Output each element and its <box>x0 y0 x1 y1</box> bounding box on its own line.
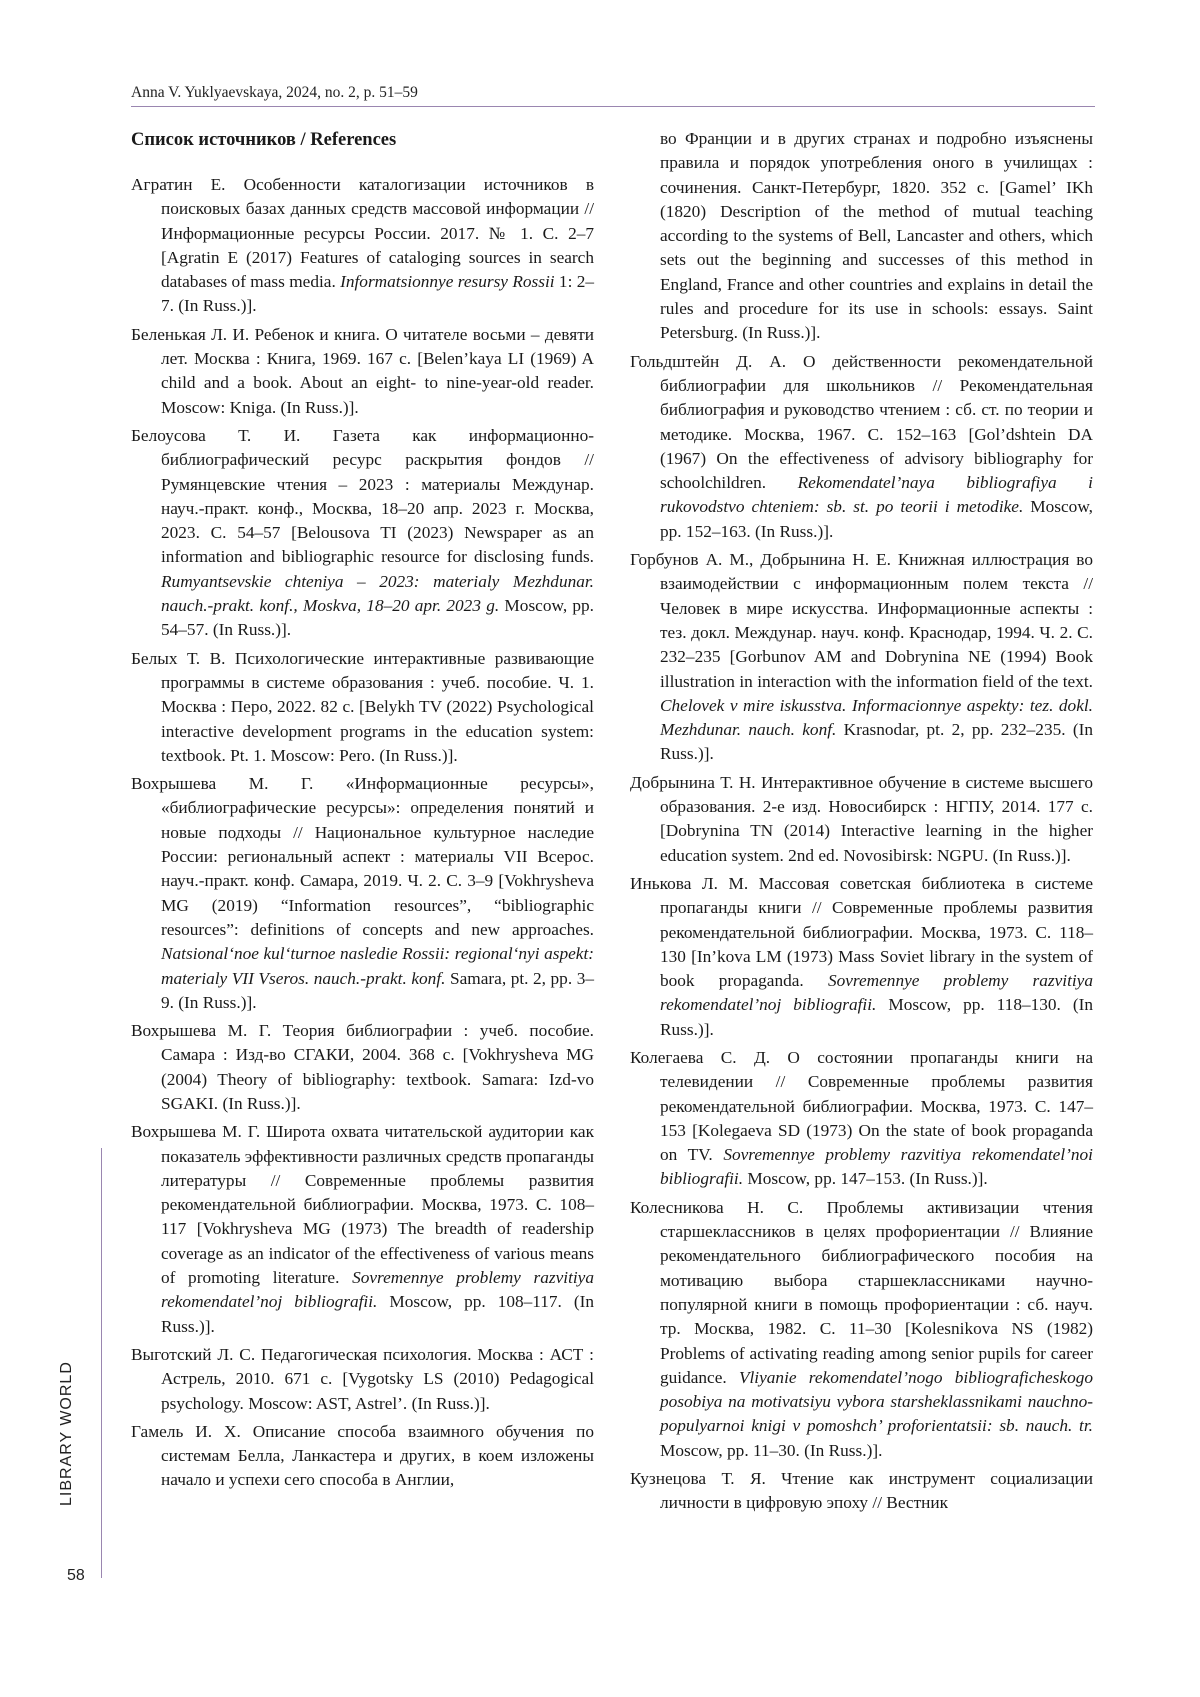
left-reference-list <box>131 173 594 1493</box>
reference-entry: Агратин Е. Особенности каталогизации источников в поисковых базах данных средств массовой информации // Информационные ресурсы России. 2017. № 1. С. 2–7 [Agratin E (2017) Features of cataloging sources in search databases of mass media. Informatsionnye resursy Rossii 1: 2–7. (In Russ.)]. <box>131 173 594 319</box>
reference-entry: Белых Т. В. Психологические интерактивные развивающие программы в системе образования : учеб. пособие. Ч. 1. Москва : Перо, 2022. 82 с. [Belykh TV (2022) Psychological interactive development programs in the education system: textbook. Pt. 1. Moscow: Pero. (In Russ.)]. <box>131 647 594 768</box>
right-reference-list <box>630 127 1093 1516</box>
reference-entry: Колесникова Н. С. Проблемы активизации чтения старшеклассников в целях профориентации // Влияние рекомендательного библиографического пособия на мотивацию выбора старшеклассниками научно-популярной книги в помощь профориентации : сб. науч. тр. Москва, 1982. С. 11–30 [Kolesnikova NS (1982) Problems of activating reading among senior pupils for career guidance. Vliyanie rekomendatel’nogo bibliograficheskogo posobiya na motivatsiyu vybora starsheklassnikami nauchno-populyarnoi knigi v pomoshch’ proforientatsii: sb. nauch. tr. Moscow, pp. 11–30. (In Russ.)]. <box>630 1196 1093 1463</box>
reference-entry: Выготский Л. С. Педагогическая психология. Москва : АСТ : Астрель, 2010. 671 с. [Vygotsky LS (2010) Pedagogical psychology. Moscow: AST, Astrel’. (In Russ.)]. <box>131 1343 594 1416</box>
reference-entry: Колегаева С. Д. О состоянии пропаганды книги на телевидении // Современные проблемы развития рекомендательной библиографии. Москва, 1973. С. 147–153 [Kolegaeva SD (1973) On the state of book propaganda on TV. Sovremennye problemy razvitiya rekomendatel’noi bibliografii. Moscow, pp. 147–153. (In Russ.)]. <box>630 1046 1093 1192</box>
reference-entry: Горбунов А. М., Добрынина Н. Е. Книжная иллюстрация во взаимодействии с информационным полем текста // Человек в мире искусства. Информационные аспекты : тез. докл. Междунар. науч. конф. Краснодар, 1994. Ч. 2. С. 232–235 [Gorbunov AM and Dobrynina NE (1994) Book illustration in interaction with the information field of the text. Chelovek v mire iskusstva. Informacionnye aspekty: tez. dokl. Mezhdunar. nauch. konf. Krasnodar, pt. 2, pp. 232–235. (In Russ.)]. <box>630 548 1093 767</box>
right-column <box>630 127 1093 1520</box>
journal-side-label: LIBRARY WORLD <box>58 1361 76 1506</box>
reference-entry: Кузнецова Т. Я. Чтение как инструмент социализации личности в цифровую эпоху // Вестник <box>630 1467 1093 1516</box>
reference-entry: Гамель И. Х. Описание способа взаимного обучения по системам Белла, Ланкастера и других, в коем изложены начало и успехи сего способа в Англии, <box>131 1420 594 1493</box>
reference-entry: Белоусова Т. И. Газета как информационно-библиографический ресурс раскрытия фондов // Румянцевские чтения – 2023 : материалы Междунар. науч.-практ. конф., Москва, 18–20 апр. 2023 г. Москва, 2023. С. 54–57 [Belousova TI (2023) Newspaper as an information and bibliographic resource for disclosing funds. Rumyantsevskie chteniya – 2023: materialy Mezhdunar. nauch.-prakt. konf., Moskva, 18–20 apr. 2023 g. Moscow, pp. 54–57. (In Russ.)]. <box>131 424 594 643</box>
reference-entry: Вохрышева М. Г. «Информационные ресурсы», «библиографические ресурсы»: определения понятий и новые подходы // Национальное культурное наследие России: региональный аспект : материалы VII Всерос. науч.-практ. конф. Самара, 2019. Ч. 2. С. 3–9 [Vokhrysheva MG (2019) “Information resources”, “bibliographic resources”: definitions of concepts and new approaches. Natsional‘noe kul‘turnoe nasledie Rossii: regional‘nyi aspekt: materialy VII Vseros. nauch.-prakt. konf. Samara, pt. 2, pp. 3–9. (In Russ.)]. <box>131 772 594 1015</box>
header-rule <box>131 106 1095 107</box>
side-rule <box>101 1148 102 1578</box>
page-number: 58 <box>67 1567 85 1585</box>
reference-entry: Гольдштейн Д. А. О действенности рекомендательной библиографии для школьников // Рекомендательная библиография и руководство чтением : сб. ст. по теории и методике. Москва, 1967. С. 152–163 [Gol’dshtein DA (1967) On the effectiveness of advisory bibliography for schoolchildren. Rekomendatel’naya bibliografiya i rukovodstvo chteniem: sb. st. po teorii i metodike. Moscow, pp. 152–163. (In Russ.)]. <box>630 350 1093 544</box>
reference-entry: Вохрышева М. Г. Широта охвата читательской аудитории как показатель эффективности различных средств пропаганды литературы // Современные проблемы развития рекомендательной библиографии. Москва, 1973. С. 108–117 [Vokhrysheva MG (1973) The breadth of readership coverage as an indicator of the effectiveness of various means of promoting literature. Sovremennye problemy razvitiya rekomendatel’noj bibliografii. Moscow, pp. 108–117. (In Russ.)]. <box>131 1120 594 1339</box>
reference-entry: Беленькая Л. И. Ребенок и книга. О читателе восьми – девяти лет. Москва : Книга, 1969. 167 с. [Belen’kaya LI (1969) A child and a book. About an eight- to nine-year-old reader. Moscow: Kniga. (In Russ.)]. <box>131 323 594 420</box>
reference-entry: во Франции и в других странах и подробно изъяснены правила и порядок употребления оного в училищах : сочинения. Санкт-Петербург, 1820. 352 с. [Gamel’ IKh (1820) Description of the method of mutual teaching according to the systems of Bell, Lancaster and others, which sets out the beginning and successes of this method in England, France and other countries and explains in detail the rules and procedure for its use in schools: essays. Saint Petersburg. (In Russ.)]. <box>630 127 1093 346</box>
section-title: Список источников / References <box>131 127 594 153</box>
reference-entry: Вохрышева М. Г. Теория библиографии : учеб. пособие. Самара : Изд-во СГАКИ, 2004. 368 с. [Vokhrysheva MG (2004) Theory of bibliography: textbook. Samara: Izd-vo SGAKI. (In Russ.)]. <box>131 1019 594 1116</box>
reference-entry: Инькова Л. М. Массовая советская библиотека в системе пропаганды книги // Современные проблемы развития рекомендательной библиографии. Москва, 1973. С. 118–130 [In’kova LM (1973) Mass Soviet library in the system of book propaganda. Sovremennye problemy razvitiya rekomendatel’noj bibliografii. Moscow, pp. 118–130. (In Russ.)]. <box>630 872 1093 1042</box>
reference-entry: Добрынина Т. Н. Интерактивное обучение в системе высшего образования. 2-е изд. Новосибирск : НГПУ, 2014. 177 с. [Dobrynina TN (2014) Interactive learning in the higher education system. 2nd ed. Novosibirsk: NGPU. (In Russ.)]. <box>630 771 1093 868</box>
left-column <box>131 127 594 1497</box>
running-head: Anna V. Yuklyaevskaya, 2024, no. 2, p. 51–59 <box>131 84 418 102</box>
